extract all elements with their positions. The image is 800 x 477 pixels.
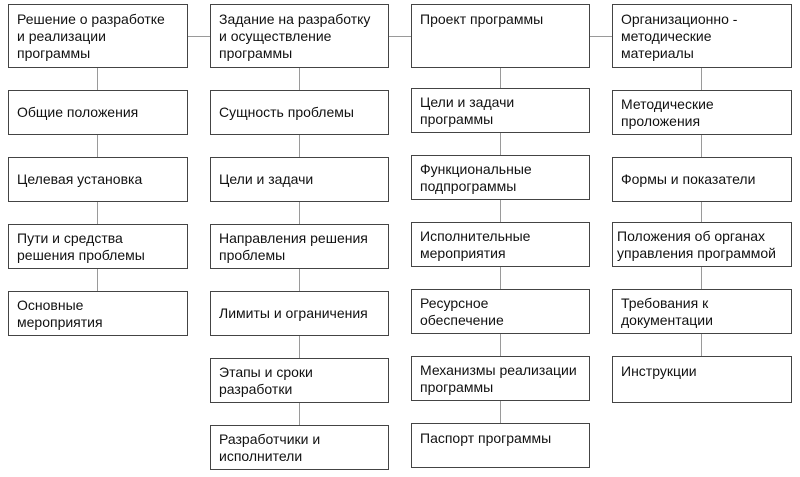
column-3-item: Исполнительные мероприятия — [411, 222, 590, 267]
column-4-item: Инструкции — [612, 356, 792, 403]
column-1-item: Пути и средства решения проблемы — [8, 224, 188, 269]
column-3-item: Функциональные подпрограммы — [411, 155, 590, 200]
column-4-item: Формы и показатели — [612, 157, 792, 202]
column-4-item: Требования к документации — [612, 289, 792, 334]
column-4-item: Методические проложения — [612, 90, 792, 135]
column-3-item: Цели и задачи программы — [411, 88, 590, 133]
column-3-item: Ресурсное обеспечение — [411, 289, 590, 334]
column-2-item: Разработчики и исполнители — [210, 425, 389, 470]
column-3-item: Паспорт программы — [411, 423, 590, 468]
column-3-item: Механизмы реализации программы — [411, 356, 590, 401]
header-connector — [589, 36, 613, 37]
column-2-header: Задание на разработку и осуществление программы — [210, 4, 389, 68]
column-2-item: Лимиты и ограничения — [210, 291, 389, 336]
column-1-header: Решение о разработке и реализации программы — [8, 4, 188, 68]
column-2-item: Направления решения проблемы — [210, 224, 389, 269]
column-1-item: Целевая установка — [8, 157, 188, 202]
column-1-item: Основные мероприятия — [8, 291, 188, 336]
column-4-header: Организационно - методические материалы — [612, 4, 792, 68]
column-3-header: Проект программы — [411, 4, 590, 68]
header-connector — [187, 36, 211, 37]
header-connector — [388, 36, 412, 37]
column-2-item: Этапы и сроки разработки — [210, 358, 389, 403]
column-1-item: Общие положения — [8, 90, 188, 135]
column-2-item: Сущность проблемы — [210, 90, 389, 135]
column-2-item: Цели и задачи — [210, 157, 389, 202]
column-4-item: Положения об органах управления программой — [612, 222, 792, 267]
